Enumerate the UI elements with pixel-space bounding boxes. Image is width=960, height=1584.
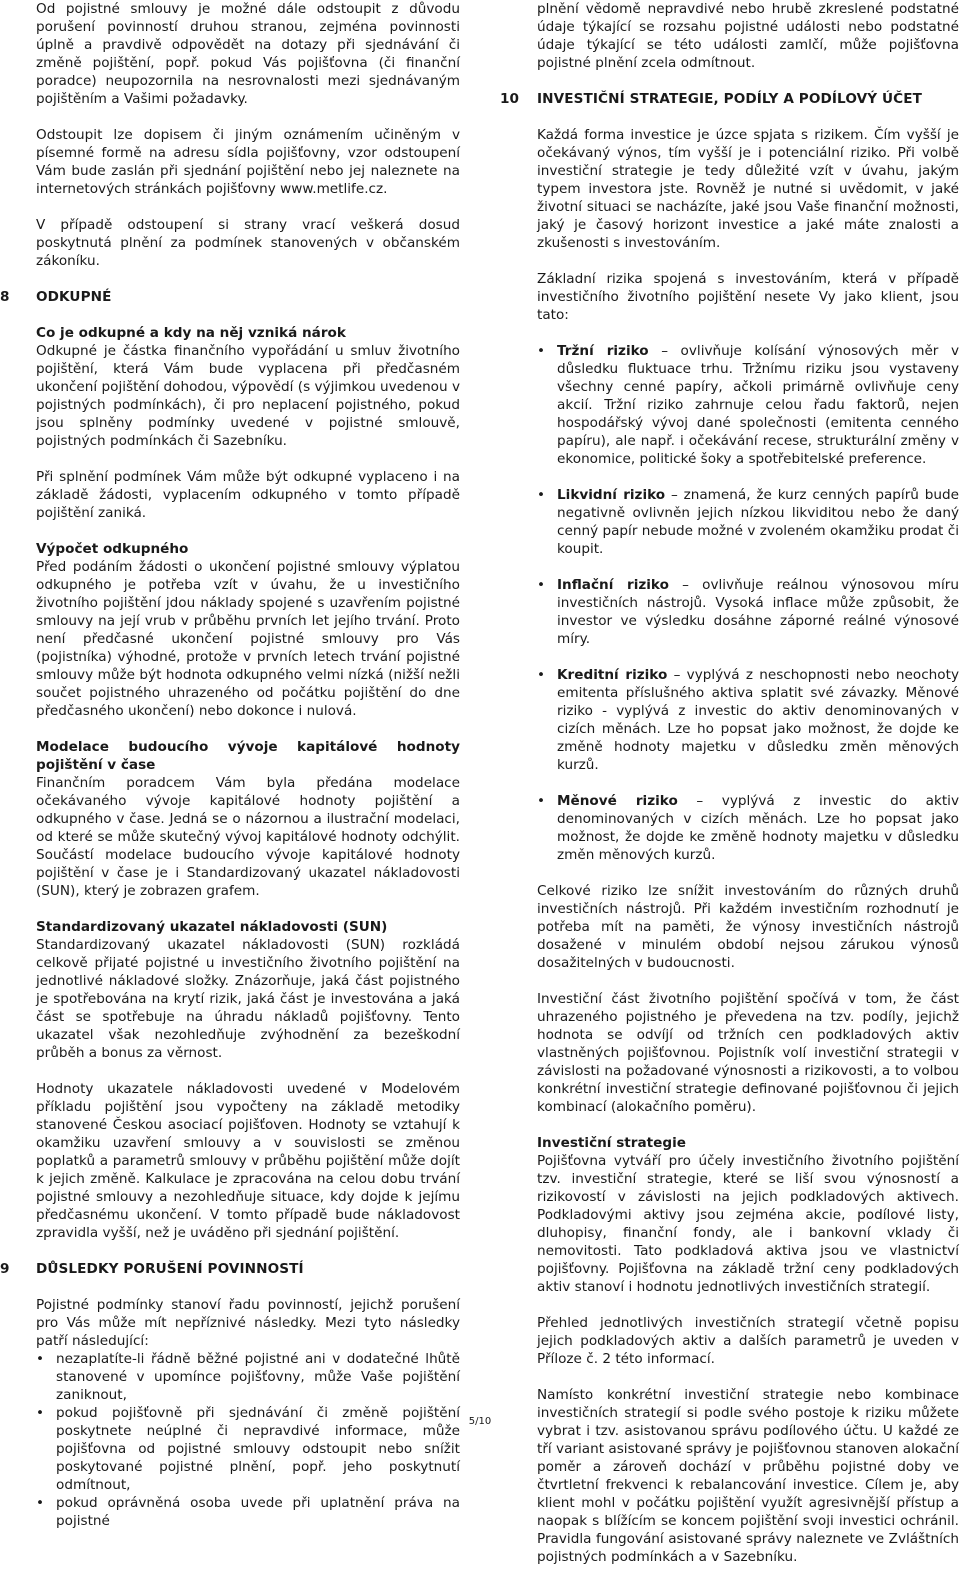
page-number: 5/10 <box>468 1416 492 1427</box>
risk-text: – znamená, že kurz cenných papírů bude negativně ovlivněn jejich nízkou likviditou nebo že daný cenný papír nebude možné v zvoleném okamžiku prodat či koupit. <box>557 487 959 557</box>
section-heading-8 <box>0 288 460 306</box>
paragraph: Před podáním žádosti o ukončení pojistné smlouvy výplatou odkupného je potřeba vzít v úvahu, že u investičního životního pojištění jdou náklady spojené s uzavřením pojistné smlouvy na její vrub v průběhu prvních let jejího trvání. Proto není předčasné ukončení pojistné smlouvy pro Vás (pojistníka) výhodné, protože v prvních letech trvání pojistné smlouvy může být hodnota odkupného velmi nízká (nižší nežli součet pojistného uhrazeného od počátku pojištění do dne předčasného ukončení) nebo dokonce i nulová. <box>36 559 460 719</box>
paragraph: Investiční část životního pojištění spočívá v tom, že část uhrazeného pojistného je převedena na tzv. podíly, jejichž hodnota se odvíjí od tržních cen podkladových aktiv vlastněných pojišťovnou. Pojistník volí investiční strategii v závislosti na požadované výnosnosti a rizikovosti, a to volbou konkrétní investiční strategie definované pojišťovnou či jejich kombinací (alokačního poměru). <box>537 991 959 1115</box>
list-item: • pokud pojišťovně při sjednávání či změně pojištění poskytnete neúplné či nepravdivé informace, může pojišťovna od pojistné smlouvy odstoupit nebo snížit poskytované pojistné plnění, popř. jeho poskytnutí odmítnout, <box>36 1404 460 1494</box>
risk-term: Kreditní riziko <box>557 667 668 683</box>
risk-text: – ovlivňuje reálnou výnosovou míru investičních nástrojů. Vysoká inflace může způsobit, že investor ve výsledku dosáhne záporné reálné výnosové míry. <box>557 577 960 647</box>
paragraph: V případě odstoupení si strany vrací veškerá dosud poskytnutá plnění za podmínek stanovených v občanském zákoníku. <box>36 217 460 269</box>
section-number: 8 <box>0 289 10 305</box>
paragraph: Standardizovaný ukazatel nákladovosti (SUN) rozkládá celkově přijaté pojistné u investičního životního pojištění na jednotlivé nákladové složky. Znázorňuje, jaká část pojistného je spotřebována na krytí rizik, jaká část je investována a jaká část se spotřebuje na úhradu nákladů pojišťovny. Tento ukazatel však nezohledňuje zvýhodnění za bezeškodní průběh a bonus za věrnost. <box>36 937 460 1061</box>
subsection <box>36 738 460 900</box>
risk-term: Likvidní riziko <box>557 487 666 503</box>
paragraph: Namísto konkrétní investiční strategie nebo kombinace investičních strategií si podle svého postoje k riziku můžete vybrat i tzv. asistovanou správu podílového účtu. U každé ze tří variant asistované správy je pojišťovnou stanoven alokační poměr a zároveň dochází v průběhu pojistné doby ve čtvrtletní frekvenci k rebalancování investice. Cílem je, aby klient mohl v počátku pojištění využít agresivnější přístup a naopak s blížícím se koncem pojištění svoji investici ochránil. Pravidla fungování asistované správy naleznete ve Zvláštních pojistných podmínkách a v Sazebníku. <box>537 1387 959 1565</box>
paragraph: Finančním poradcem Vám byla předána modelace očekávaného vývoje kapitálové hodnoty pojištění a odkupného v čase. Jedná se o názornou a ilustrační modelaci, od které se může skutečný vývoj kapitálové hodnoty odchýlit. Součástí modelace budoucího vývoje kapitálové hodnoty pojištění v čase je i Standardizovaný ukazatel nákladovosti (SUN), který je zobrazen grafem. <box>36 775 460 899</box>
subsection <box>36 324 460 450</box>
list-item: • nezaplatíte-li řádně běžné pojistné ani v dodatečné lhůtě stanovené v upomínce pojišťovny, může Vaše pojištění zaniknout, <box>36 1350 460 1404</box>
risk-term: Inflační riziko <box>557 577 669 593</box>
risk-text: – vyplývá z investic do aktiv denominovaných v cizích měnách. Lze ho popsat jako možnost, že dojde ke změně hodnoty majetku v důsledku změn měnových kurzů. <box>557 793 959 863</box>
subsection-title: Standardizovaný ukazatel nákladovosti (SUN) <box>36 919 388 935</box>
section-number: 10 <box>500 91 520 107</box>
paragraph: Odkupné je částka finančního vypořádání u smluv životního pojištění, která Vám bude vyplacena při předčasném ukončení pojištění dohodou, výpovědí (s výjimkou uvedenou v pojistných podmínkách), či pro neplacení pojistného, pokud jsou splněny podmínky uvedené v pojistné smlouvě, pojistných podmínkách či Sazebníku. <box>36 343 460 449</box>
left-column <box>0 0 460 1548</box>
consequences-list <box>36 1350 460 1530</box>
section-number: 9 <box>0 1261 10 1277</box>
subsection <box>36 918 460 1062</box>
subsection-title: Investiční strategie <box>537 1135 686 1151</box>
subsection-title: Výpočet odkupného <box>36 541 189 557</box>
risk-item <box>537 666 959 774</box>
risk-term: Měnové riziko <box>557 793 678 809</box>
section-heading-10 <box>500 90 959 108</box>
paragraph: Odstoupit lze dopisem či jiným oznámením učiněným v písemné formě na adresu sídla pojišťovny, vzor odstoupení Vám bude zaslán při sjednání pojištění nebo jej naleznete na internetových stránkách pojišťovny www.metlife.cz. <box>36 127 460 197</box>
risk-item <box>537 576 959 648</box>
list-item: • pokud oprávněná osoba uvede při uplatnění práva na pojistné <box>36 1494 460 1530</box>
risk-item <box>537 792 959 864</box>
risk-item <box>537 342 959 468</box>
right-column <box>500 0 960 1584</box>
subsection-title: Co je odkupné a kdy na něj vzniká nárok <box>36 325 346 341</box>
risk-text: – vyplývá z neschopnosti nebo neochoty emitenta příslušného aktiva splatit své závazky. Měnové riziko - vyplývá z investic do aktiv denominovaných v cizích měnách. Lze ho popsat jako možnost, že dojde ke změně hodnoty majetku v důsledku změn měnových kurzů. <box>557 667 959 773</box>
risk-item <box>537 486 959 558</box>
paragraph: plnění vědomě nepravdivé nebo hrubě zkreslené podstatné údaje týkající se rozsahu pojistné události nebo podstatné údaje týkající se této události zamlčí, může pojišťovna pojistné plnění zcela odmítnout. <box>537 1 959 71</box>
paragraph: Hodnoty ukazatele nákladovosti uvedené v Modelovém příkladu pojištění jsou vypočteny na základě metodiky stanovené Českou asociací pojišťoven. Hodnoty se vztahují k okamžiku uzavření smlouvy a v souvislosti se změnou poplatků a parametrů smlouvy v průběhu pojištění může dojít k jejich změně. Kalkulace je zpracována na celou dobu trvání pojistné smlouvy a nezohledňuje situace, kdy dojde k jejímu předčasnému ukončení. V tomto případě bude nákladovost zpravidla vyšší, než je uváděno při sjednání pojištění. <box>36 1081 460 1241</box>
section-title: DŮSLEDKY PORUŠENÍ POVINNOSTÍ <box>36 1261 304 1277</box>
subsection <box>36 540 460 720</box>
section-heading-9 <box>0 1260 460 1278</box>
paragraph: Pojišťovna vytváří pro účely investičního životního pojištění tzv. investiční strategie, které se liší svou výnosností a rizikovostí v závislosti na jejich podkladových aktivech. Podkladovými aktivy jsou zejména akcie, podílové listy, dluhopisy, finanční fondy, ale i bankovní vklady či nemovitosti. Tato podkladová aktiva jsou ve vlastnictví pojišťovny. Pojišťovna na základě tržní ceny podkladových aktiv stanoví i hodnotu jednotlivých investičních strategií. <box>537 1153 959 1295</box>
risk-text: – ovlivňuje kolísání výnosových měr v důsledku fluktuace trhu. Tržnímu riziku jsou vystaveny všechny cenné papíry, ačkoli primárně ovlivňuje ceny akcií. Tržní riziko zahrnuje celou řadu faktorů, nejen hospodářský vývoj dané společnosti (emitenta cenného papíru), ale např. i očekávání recese, strukturální změny v ekonomice, politické šoky a spotřebitelské preference. <box>557 343 959 467</box>
paragraph: Od pojistné smlouvy je možné dále odstoupit z důvodu porušení povinností druhou stranou, zejména povinnosti úplně a pravdivě odpovědět na dotazy při sjednávání či změně pojištění, popř. pokud Vás pojišťovna (či finanční poradce) neupozornila na nesrovnalosti mezi sjednávaným pojištěním a Vašimi požadavky. <box>36 1 460 107</box>
subsection <box>537 1134 959 1296</box>
paragraph: Přehled jednotlivých investičních strategií včetně popisu jejich podkladových aktiv a dalších parametrů je uveden v Příloze č. 2 této informací. <box>537 1315 959 1367</box>
paragraph: Celkové riziko lze snížit investováním do různých druhů investičních nástrojů. Při každém investičním rozhodnutí je potřeba mít na paměti, že výnosy investičních nástrojů dosažené v minulém období nejsou zárukou výnosů dosažitelných v budoucnosti. <box>537 883 959 971</box>
section-title: INVESTIČNÍ STRATEGIE, PODÍLY A PODÍLOVÝ ÚČET <box>537 91 922 107</box>
paragraph: Při splnění podmínek Vám může být odkupné vyplaceno i na základě žádosti, vyplacením odkupného v tomto případě pojištění zaniká. <box>36 469 460 521</box>
paragraph: Základní rizika spojená s investováním, která v případě investičního životního pojištění nesete Vy jako klient, jsou tato: <box>537 271 959 323</box>
paragraph: Pojistné podmínky stanoví řadu povinností, jejichž porušení pro Vás může mít nepříznivé následky. Mezi tyto následky patří následující: <box>36 1297 460 1349</box>
paragraph: Každá forma investice je úzce spjata s rizikem. Čím vyšší je očekávaný výnos, tím vyšší je i potenciální riziko. Při volbě investiční strategie je tedy důležité vzít v úvahu, jakým typem investora jste. Rovněž je nutné si uvědomit, v jaké životní situaci se nacházíte, jaké jsou Vaše finanční možnosti, jaký je časový horizont investice a jaké máte znalosti a zkušenosti s investováním. <box>537 127 959 251</box>
subsection-title: Modelace budoucího vývoje kapitálové hodnoty pojištění v čase <box>36 739 460 773</box>
risk-list <box>537 342 959 864</box>
risk-term: Tržní riziko <box>557 343 649 359</box>
section-title: ODKUPNÉ <box>36 289 112 305</box>
